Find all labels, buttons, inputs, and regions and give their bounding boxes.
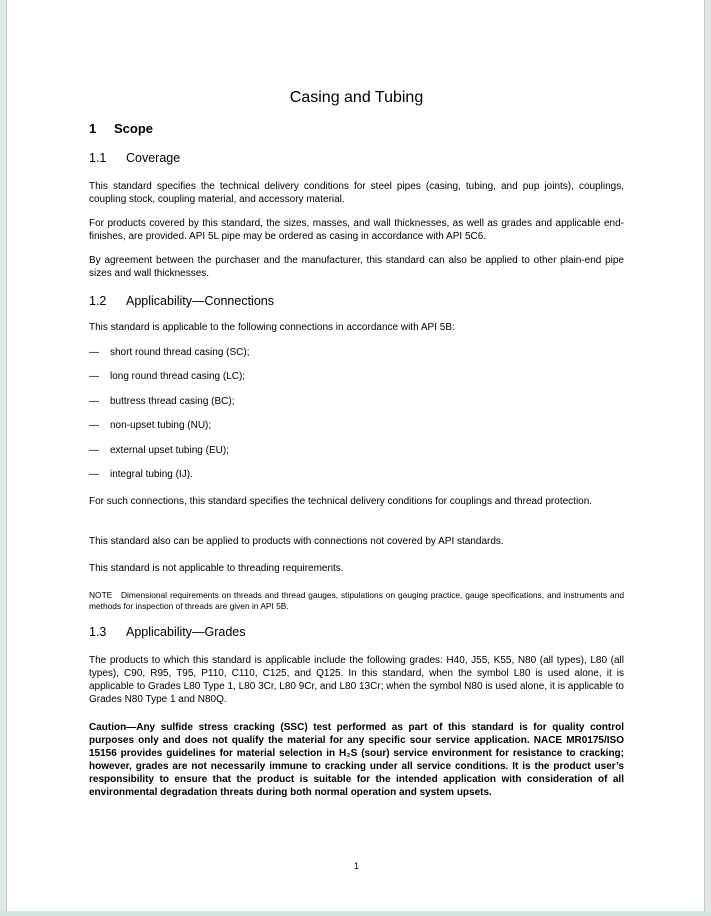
paragraph: This standard is not applicable to threading requirements. — [89, 563, 344, 574]
list-item-text: short round thread casing (SC); — [110, 347, 250, 358]
paragraph: The products to which this standard is applicable include the following grades: H40, J55, K55, N80 (all types), L80 (all types), C90, R95, T95, P110, C110, C125, and Q125. In this standard, when the symbol L80 is used alone, it is applicable to Grades L80 Type 1, L80 3Cr, L80 9Cr, and L80 13Cr; when the symbol N80 is used alone, it is applicable to Grades N80 Type 1 and N80Q. — [89, 655, 624, 705]
dash: — — [89, 371, 99, 382]
paragraph: This standard is applicable to the following connections in accordance with API 5B: — [89, 322, 455, 333]
section-1-3-heading — [89, 624, 246, 640]
paragraph: This standard also can be applied to products with connections not covered by API standards. — [89, 536, 504, 547]
document-page — [6, 0, 705, 911]
list-item — [89, 468, 193, 481]
list-item — [89, 395, 235, 408]
list-item-text: buttress thread casing (BC); — [110, 396, 235, 407]
list-item — [89, 346, 250, 359]
list-item-text: external upset tubing (EU); — [110, 445, 229, 456]
section-number: 1.1 — [89, 151, 107, 165]
paragraph: For such connections, this standard specifies the technical delivery conditions for couplings and thread protection. — [89, 496, 593, 507]
list-item — [89, 444, 229, 457]
caution-paragraph: Caution—Any sulfide stress cracking (SSC) test performed as part of this standard is for quality control purposes only and does not qualify the material for any specific sour service application. NACE MR0175/ISO 15156 provides guidelines for material selection in H₂S (sour) service environment for resistance to cracking; however, grades are not necessarily immune to cracking under all service conditions. It is the product user’s responsibility to ensure that the product is suitable for the intended application with consideration of all environmental degradation threats during both normal operation and system upsets. — [89, 722, 624, 798]
section-1-2-heading — [89, 293, 274, 309]
dash: — — [89, 347, 99, 358]
dash: — — [89, 420, 99, 431]
section-number: 1 — [89, 121, 97, 136]
list-item — [89, 419, 211, 432]
section-1-heading — [89, 121, 153, 137]
document-title: Casing and Tubing — [289, 89, 424, 106]
section-number: 1.3 — [89, 625, 107, 639]
dash: — — [89, 469, 99, 480]
paragraph: By agreement between the purchaser and the manufacturer, this standard can also be applied to other plain-end pipe sizes and wall thicknesses. — [89, 255, 624, 279]
note: NOTE Dimensional requirements on threads and thread gauges, stipulations on gauging practice, gauge specifications, and instruments and methods for inspection of threads are given in API 5B. — [89, 590, 624, 611]
dash: — — [89, 396, 99, 407]
section-1-1-heading — [89, 150, 180, 166]
list-item-text: long round thread casing (LC); — [110, 371, 246, 382]
section-number: 1.2 — [89, 294, 107, 308]
section-title: Scope — [114, 121, 154, 136]
paragraph: This standard specifies the technical delivery conditions for steel pipes (casing, tubing, and pup joints), couplings, coupling stock, coupling material, and accessory material. — [89, 181, 624, 205]
section-title: Applicability—Grades — [126, 625, 246, 639]
page-number: 1 — [353, 861, 359, 871]
section-title: Coverage — [126, 151, 181, 165]
list-item-text: non-upset tubing (NU); — [110, 420, 212, 431]
viewer-bottom-strip — [0, 911, 711, 916]
section-title: Applicability—Connections — [126, 294, 274, 308]
paragraph: For products covered by this standard, the sizes, masses, and wall thicknesses, as well as grades and applicable end-finishes, are provided. API 5L pipe may be ordered as casing in accordance with API 5C6. — [89, 218, 624, 242]
dash: — — [89, 445, 99, 456]
list-item — [89, 370, 245, 383]
list-item-text: integral tubing (IJ). — [110, 469, 193, 480]
